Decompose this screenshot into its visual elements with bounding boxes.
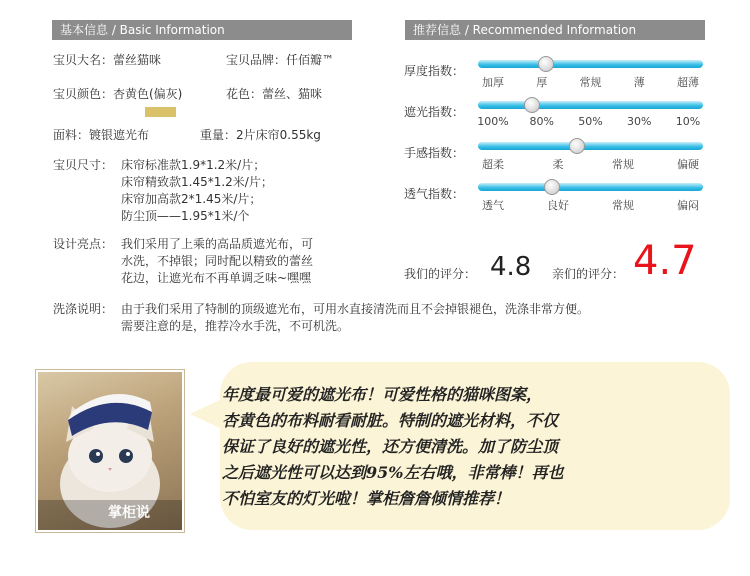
product-pattern: 花色：蕾丝、猫咪: [226, 87, 323, 101]
rating-slider-track[interactable]: [478, 142, 703, 150]
rating-tick-label: 薄: [633, 76, 645, 89]
size-line: 床帘加高款2*1.45米/片；: [121, 192, 262, 206]
design-line: 花边，让遮光布不再单调乏味~嘿嘿: [121, 271, 312, 285]
rating-tick-label: 常规: [612, 199, 634, 212]
wash-line: 由于我们采用了特制的顶级遮光布，可用水直接清洗而且不会掉银褪色，洗涤非常方便。: [121, 302, 590, 316]
rating-tick-label: 超薄: [677, 76, 699, 89]
message-line: 保证了良好的遮光性，还方便清洗。加了防尘顶: [222, 437, 559, 456]
product-name: 宝贝大名：蕾丝猫咪: [53, 53, 162, 67]
rating-tick-label: 30%: [627, 115, 652, 128]
product-weight: 重量：2片床帘0.55kg: [200, 128, 321, 142]
rating-tick-label: 良好: [547, 199, 569, 212]
basic-info-header: 基本信息 / Basic Information: [52, 20, 352, 40]
design-line: 水洗，不掉银；同时配以精致的蕾丝: [121, 254, 314, 268]
rating-tick-label: 柔: [552, 158, 564, 171]
wash-line: 需要注意的是，推荐冷水手洗，不可机洗。: [121, 319, 350, 333]
rating-label: 手感指数：: [404, 146, 465, 160]
rating-slider-track[interactable]: [478, 60, 703, 68]
size-line: 床帘精致款1.45*1.2米/片；: [121, 175, 273, 189]
message-line: 不怕室友的灯光啦！掌柜詹詹倾情推荐！: [222, 489, 511, 508]
speech-bubble-tail: [190, 398, 224, 430]
product-brand: 宝贝品牌：仟佰瓣™: [226, 53, 335, 67]
design-label: 设计亮点：: [53, 237, 114, 251]
message-line: 之后遮光性可以达到95%左右哦，非常棒！再也: [222, 463, 564, 482]
rating-tick-label: 常规: [612, 158, 634, 171]
rating-tick-label: 厚: [536, 76, 548, 89]
rating-tick-label: 80%: [529, 115, 554, 128]
rating-tick-label: 偏闷: [677, 199, 699, 212]
our-score-label: 我们的评分：: [404, 267, 477, 281]
design-line: 我们采用了上乘的高品质遮光布，可: [121, 237, 314, 251]
rating-label: 透气指数：: [404, 187, 465, 201]
rating-slider-track[interactable]: [478, 183, 703, 191]
rating-label: 遮光指数：: [404, 105, 465, 119]
customer-score-value: 4.7: [633, 238, 697, 284]
rating-tick-label: 10%: [675, 115, 701, 128]
product-color: 宝贝颜色：杏黄色(偏灰): [53, 87, 183, 101]
color-swatch: [145, 107, 176, 117]
our-score-value: 4.8: [490, 252, 532, 282]
rating-slider-knob[interactable]: [544, 179, 560, 195]
wash-label: 洗涤说明：: [53, 302, 114, 316]
size-line: 床帘标准款1.9*1.2米/片；: [121, 158, 266, 172]
size-line: 防尘顶——1.95*1米/个: [121, 209, 250, 223]
rating-tick-label: 加厚: [482, 76, 504, 89]
rating-tick-label: 常规: [579, 76, 602, 89]
shopkeeper-sign: 掌柜说: [108, 505, 150, 521]
rating-tick-label: 100%: [477, 115, 509, 128]
rating-tick-label: 50%: [578, 115, 603, 128]
recommended-info-header: 推荐信息 / Recommended Information: [405, 20, 705, 40]
message-line: 杏黄色的布料耐看耐脏。特制的遮光材料，不仅: [222, 411, 559, 430]
message-line: 年度最可爱的遮光布！可爱性格的猫咪图案，: [222, 385, 543, 404]
rating-slider-track[interactable]: [478, 101, 703, 109]
rating-slider-knob[interactable]: [524, 97, 540, 113]
customer-score-label: 亲们的评分：: [552, 267, 625, 281]
rating-slider-knob[interactable]: [538, 56, 554, 72]
rating-label: 厚度指数：: [404, 64, 465, 78]
rating-tick-label: 透气: [482, 199, 504, 212]
rating-tick-label: 超柔: [482, 158, 504, 171]
shopkeeper-message: [222, 382, 702, 512]
size-label: 宝贝尺寸：: [53, 158, 114, 172]
rating-slider-knob[interactable]: [569, 138, 585, 154]
rating-tick-label: 偏硬: [677, 158, 699, 171]
product-material: 面料：镀银遮光布: [53, 128, 150, 142]
